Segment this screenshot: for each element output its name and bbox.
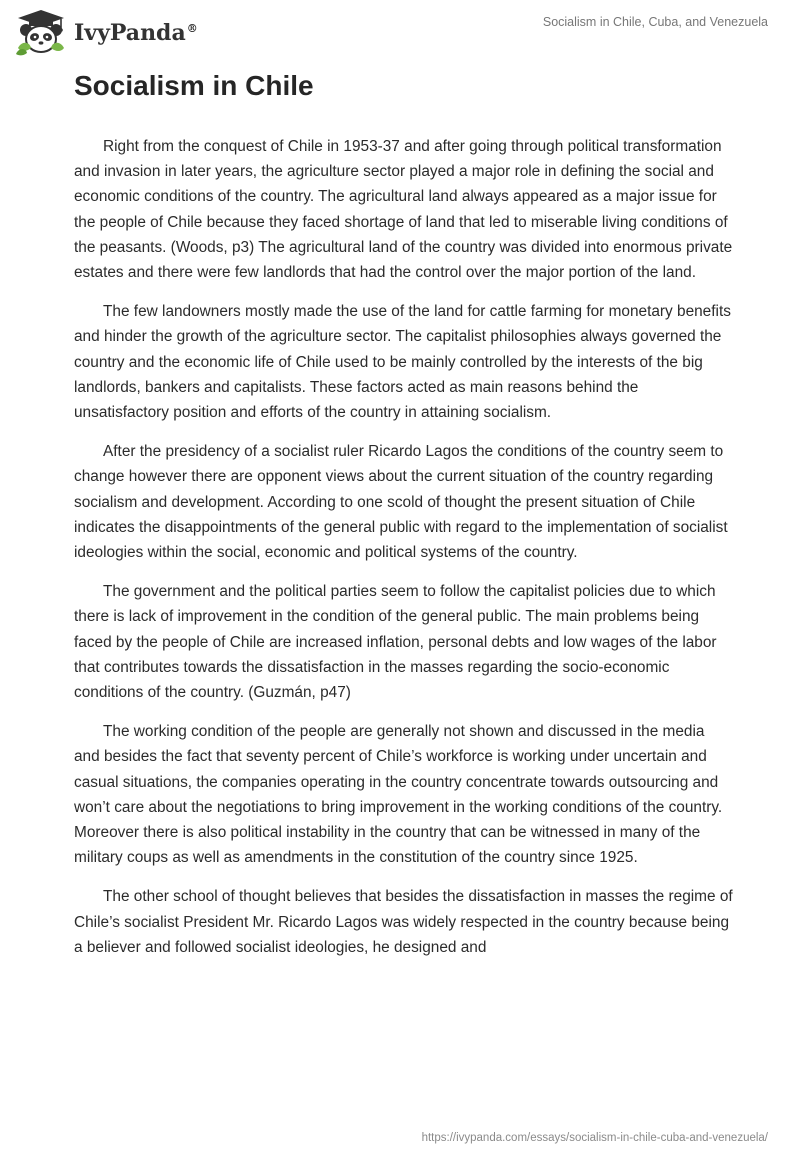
- article-body: [74, 134, 734, 974]
- paragraph: The government and the political parties seem to follow the capitalist policies due to which there is lack of improvement in the condition of the general public. The main problems being faced by the people of Chile are increased inflation, personal debts and low wages of the labor that contributes towards the dissatisfaction in the masses regarding the socio-economic conditions of the country. (Guzmán, p47): [74, 583, 717, 702]
- source-url[interactable]: https://ivypanda.com/essays/socialism-in-chile-cuba-and-venezuela/: [421, 1132, 768, 1144]
- document-title: Socialism in Chile, Cuba, and Venezuela: [542, 15, 768, 29]
- paragraph: The working condition of the people are generally not shown and discussed in the media and besides the fact that seventy percent of Chile’s workforce is working under uncertain and casual situations, the companies operating in the country concentrate towards outsourcing and won’t care about the negotiations to bring improvement in the working conditions of the country. Moreover there is also political instability in the country that can be witnessed in many of the military coups as well as amendments in the constitution of the country since 1925.: [74, 723, 723, 867]
- panda-graduate-icon: [14, 8, 68, 56]
- paragraph: The few landowners mostly made the use of the land for cattle farming for monetary benefits and hinder the growth of the agriculture sector. The capitalist philosophies always governed the country and the economic life of Chile used to be mainly controlled by the interests of the big landlords, bankers and capitalists. These factors acted as main reasons behind the unsatisfactory position and efforts of the country in attaining socialism.: [74, 303, 731, 422]
- paragraph: The other school of thought believes that besides the dissatisfaction in masses the regime of Chile’s socialist President Mr. Ricardo Lagos was widely respected in the country because being a believer and followed socialist ideologies, he designed and: [74, 888, 733, 956]
- paragraph: After the presidency of a socialist ruler Ricardo Lagos the conditions of the country seem to change however there are opponent views about the current situation of the country regarding socialism and development. According to one scold of thought the present situation of Chile indicates the disappointments of the general public with regard to the implementation of socialist ideologies within the social, economic and political systems of the country.: [74, 443, 728, 562]
- page-header: [0, 0, 800, 70]
- page-title: Socialism in Chile: [74, 70, 314, 101]
- paragraph: Right from the conquest of Chile in 1953-37 and after going through political transformation and invasion in later years, the agriculture sector played a major role in defining the social and economic conditions of the country. The agricultural land always appeared as a major issue for the people of Chile because they faced shortage of land that led to miserable living conditions of the peasants. (Woods, p3) The agricultural land of the country was divided into enormous private estates and there were few landlords that had the control over the major portion of the land.: [74, 138, 733, 282]
- brand-name: IvyPanda®: [74, 20, 198, 46]
- ivypanda-logo[interactable]: [14, 8, 198, 56]
- registered-mark: ®: [186, 21, 198, 35]
